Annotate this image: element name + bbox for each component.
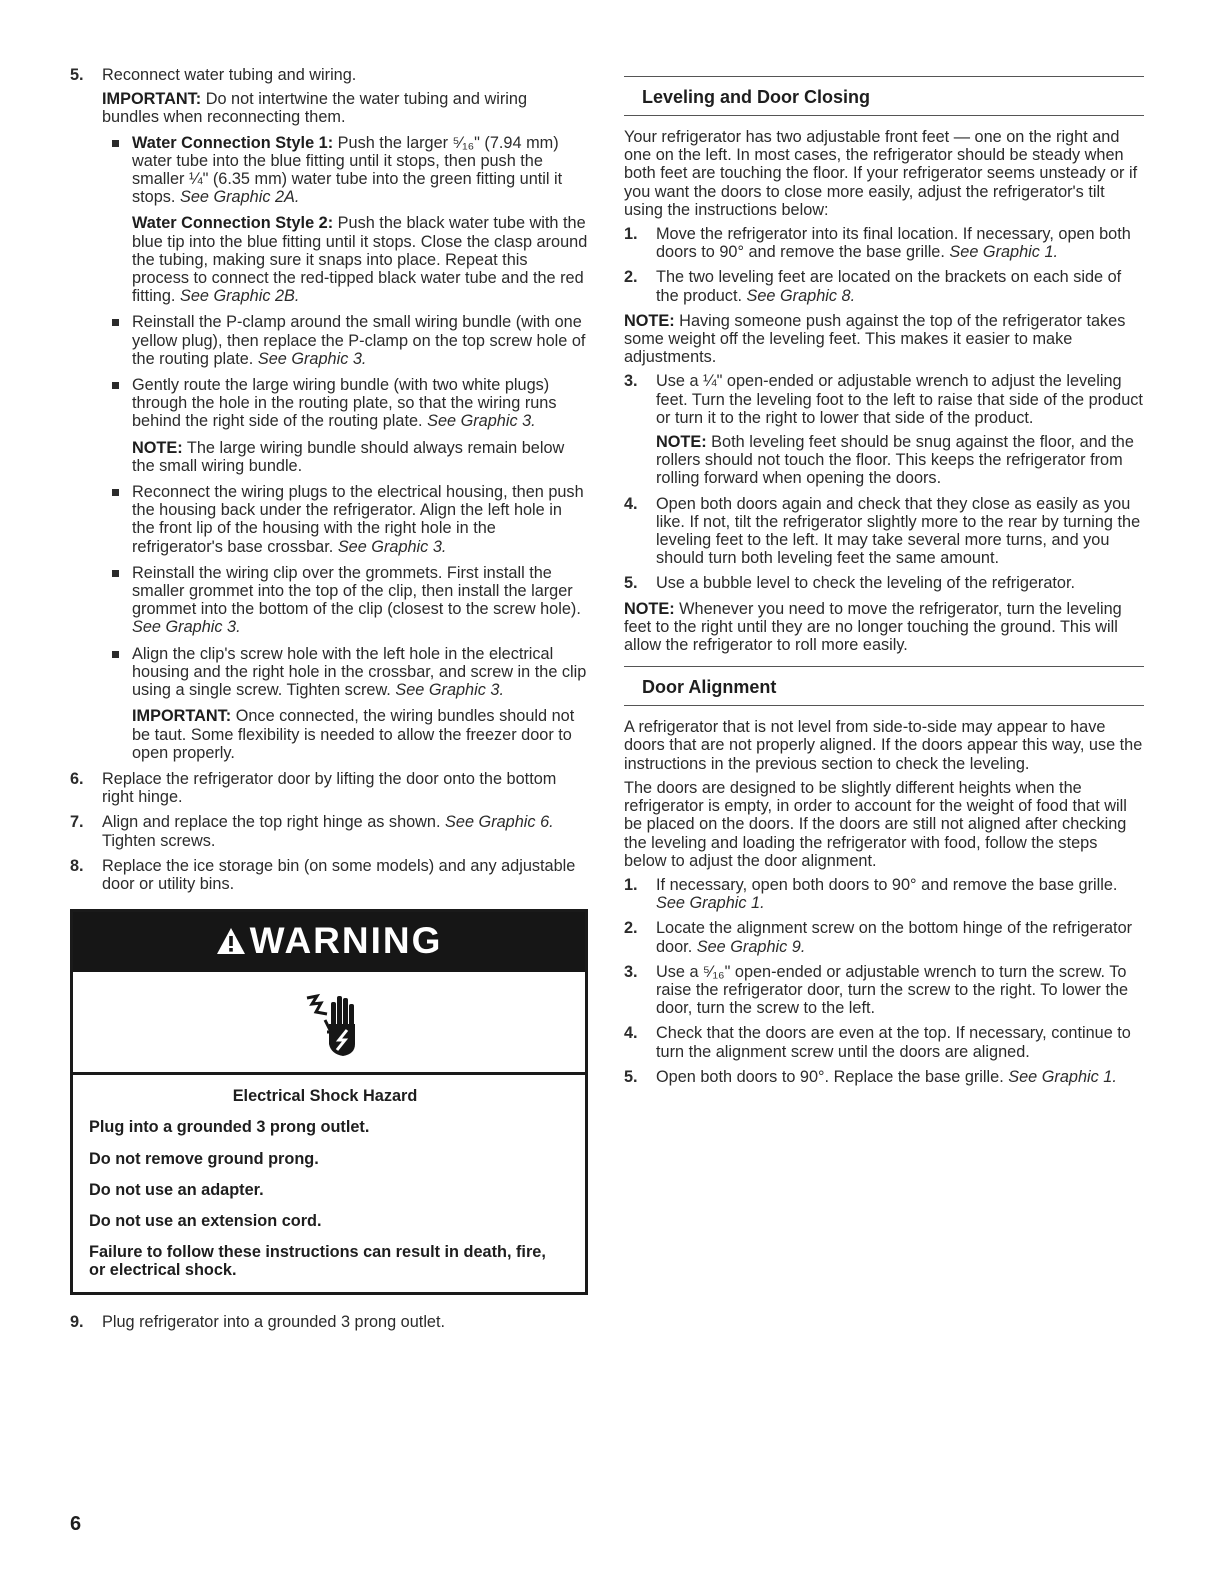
bullet-wiring-clip: Reinstall the wiring clip over the grommets. First install the smaller grommet into the top of the clip, then install the larger grommet into the bottom of the clip (closest to the screw hole). See Graphic 3. — [70, 564, 588, 637]
bullet-align-clip: Align the clip's screw hole with the left hole in the electrical housing and the right hole in the crossbar, and screw in the clip using a single screw. Tighten screw. See Graphic 3. — [70, 645, 588, 700]
page-number: 6 — [70, 1513, 82, 1535]
leveling-note-2: NOTE: Both leveling feet should be snug against the floor, and the rollers should not touch the floor. This keeps the refrigerator from rolling forward when opening the doors. — [656, 433, 1134, 488]
warning-triangle-icon — [216, 923, 246, 963]
alignment-step-5: 5. Open both doors to 90°. Replace the base grille. See Graphic 1. — [624, 1067, 1117, 1086]
step-7: 7. Align and replace the top right hinge as shown. See Graphic 6. Tighten screws. — [70, 813, 554, 850]
warning-line: Plug into a grounded 3 prong outlet. — [89, 1118, 370, 1137]
warning-title: WARNING — [249, 920, 443, 962]
bullet-reconnect-plugs: Reconnect the wiring plugs to the electrical housing, then push the housing back under the refrigerator. Align the left hole in the front lip of the housing with the right hole in the refrigerator's base crossbar. See Graphic 3. — [70, 483, 588, 556]
bundle-note: NOTE: The large wiring bundle should always remain below the small wiring bundle. — [132, 438, 565, 475]
leveling-step-4: 4. Open both doors again and check that they close as easily as you like. If not, tilt the refrigerator slightly more to the rear by turning the leveling feet to the left. It may take several more turns, and you should turn both leveling feet the same amount. — [624, 494, 1141, 568]
bullet-p-clamp: Reinstall the P-clamp around the small wiring bundle (with one yellow plug), then replace the P-clamp on the top screw hole of the routing plate. See Graphic 3. — [70, 313, 588, 368]
bullet-square-icon — [112, 489, 119, 496]
step-6: 6. Replace the refrigerator door by lifting the door onto the bottom right hinge. — [70, 769, 557, 807]
leveling-intro: Your refrigerator has two adjustable front feet — one on the right and one on the left. In most cases, the refrigerator should be steady when both feet are touching the floor. If your refrigerator seems unsteady or if you want the doors to close more easily, adjust the refrigerator's tilt using the instructions below: — [624, 128, 1138, 219]
water-style-2: Water Connection Style 2: Push the black water tube with the blue tip into the blue fitting until it stops. Close the clasp around the tubing, making sure it snaps into place. Repeat this process to connect the red-tipped black water tube and the red fitting. See Graphic 2B. — [132, 214, 588, 306]
warning-box — [70, 909, 588, 1294]
warning-body — [73, 1075, 585, 1291]
leveling-step-5: 5. Use a bubble level to check the leveling of the refrigerator. — [624, 574, 1076, 593]
warning-line: Do not use an extension cord. — [89, 1211, 322, 1230]
warning-pictogram — [73, 972, 585, 1075]
important-note: IMPORTANT: Do not intertwine the water tubing and wiring bundles when reconnecting them. — [102, 90, 527, 127]
electric-shock-hand-icon — [303, 992, 363, 1058]
warning-line: Do not remove ground prong. — [89, 1149, 319, 1168]
alignment-step-4: 4. Check that the doors are even at the top. If necessary, continue to turn the alignment screw until the doors are aligned. — [624, 1024, 1131, 1061]
step-9: 9. Plug refrigerator into a grounded 3 prong outlet. — [70, 1312, 446, 1331]
alignment-paragraph-1: A refrigerator that is not level from side-to-side may appear to have doors that are not properly aligned. If the doors appear this way, use the instructions in the previous section to check the leveling. — [624, 718, 1143, 773]
bullet-square-icon — [112, 570, 119, 577]
bullet-water-style — [70, 134, 588, 207]
leveling-note-1: NOTE: Having someone push against the top of the refrigerator takes some weight off the leveling feet. This makes it easier to make adjustments. — [624, 311, 1126, 367]
water-style-1: Water Connection Style 1: Push the larger ⁵⁄₁₆" (7.94 mm) water tube into the blue fitting until it stops, then push the smaller ¼" (6.35 mm) water tube into the green fitting until it stops. See Graphic 2A. — [132, 133, 563, 207]
leveling-step-3: 3. Use a ¼" open-ended or adjustable wrench to adjust the leveling feet. Turn the leveling foot to the left to raise that side of the product or turn it to the right to lower that side of the product. NOTE: Both leveling feet should be snug against the floor, and the rollers should not touch the floor. This keeps the refrigerator from rolling forward when opening the doors. — [624, 372, 1143, 488]
hazard-title: Electrical Shock Hazard — [232, 1087, 418, 1106]
bullet-square-icon — [112, 319, 119, 326]
leveling-step-2: 2. The two leveling feet are located on the brackets on each side of the product. See Graphic 8. — [624, 268, 1122, 305]
bullet-square-icon — [112, 140, 119, 147]
step-number: 5. — [70, 66, 84, 84]
section-heading-leveling: Leveling and Door Closing — [624, 76, 1144, 116]
important-taut-note: IMPORTANT: Once connected, the wiring bundles should not be taut. Some flexibility is needed to allow the freezer door to open properly. — [132, 707, 575, 762]
alignment-step-2: 2. Locate the alignment screw on the bottom hinge of the refrigerator door. See Graphic 9. — [624, 919, 1133, 956]
step-5 — [70, 66, 588, 127]
step-8: 8. Replace the ice storage bin (on some models) and any adjustable door or utility bins. — [70, 856, 576, 893]
bullet-route-bundle: Gently route the large wiring bundle (with two white plugs) through the hole in the routing plate, so that the wiring runs behind the right side of the routing plate. See Graphic 3. — [70, 376, 588, 431]
left-column — [70, 66, 588, 1338]
warning-header — [73, 912, 585, 972]
alignment-step-3: 3. Use a ⁵⁄₁₆" open-ended or adjustable wrench to turn the screw. To raise the refrigerator door, turn the screw to the right. To lower the door, turn the screw to the left. — [624, 962, 1129, 1018]
warning-line: Failure to follow these instructions can result in death, fire, or electrical shock. — [89, 1243, 546, 1280]
alignment-paragraph-2: The doors are designed to be slightly different heights when the refrigerator is empty, in order to account for the weight of food that will be placed on the doors. If the doors are still not aligned after checking the leveling and loading the refrigerator with food, follow the steps below to adjust the door alignment. — [624, 778, 1127, 870]
alignment-step-1: 1. If necessary, open both doors to 90° and remove the base grille. See Graphic 1. — [624, 875, 1118, 913]
section-heading-alignment: Door Alignment — [624, 666, 1144, 706]
bullet-square-icon — [112, 651, 119, 658]
leveling-step-1: 1. Move the refrigerator into its final location. If necessary, open both doors to 90° and remove the base grille. See Graphic 1. — [624, 225, 1131, 262]
leveling-note-3: NOTE: Whenever you need to move the refrigerator, turn the leveling feet to the right until they are no longer touching the ground. This will allow the refrigerator to roll more easily. — [624, 599, 1122, 655]
bullet-square-icon — [112, 382, 119, 389]
right-column — [624, 76, 1144, 1093]
step-text: Reconnect water tubing and wiring. — [102, 66, 357, 84]
warning-line: Do not use an adapter. — [89, 1180, 264, 1199]
